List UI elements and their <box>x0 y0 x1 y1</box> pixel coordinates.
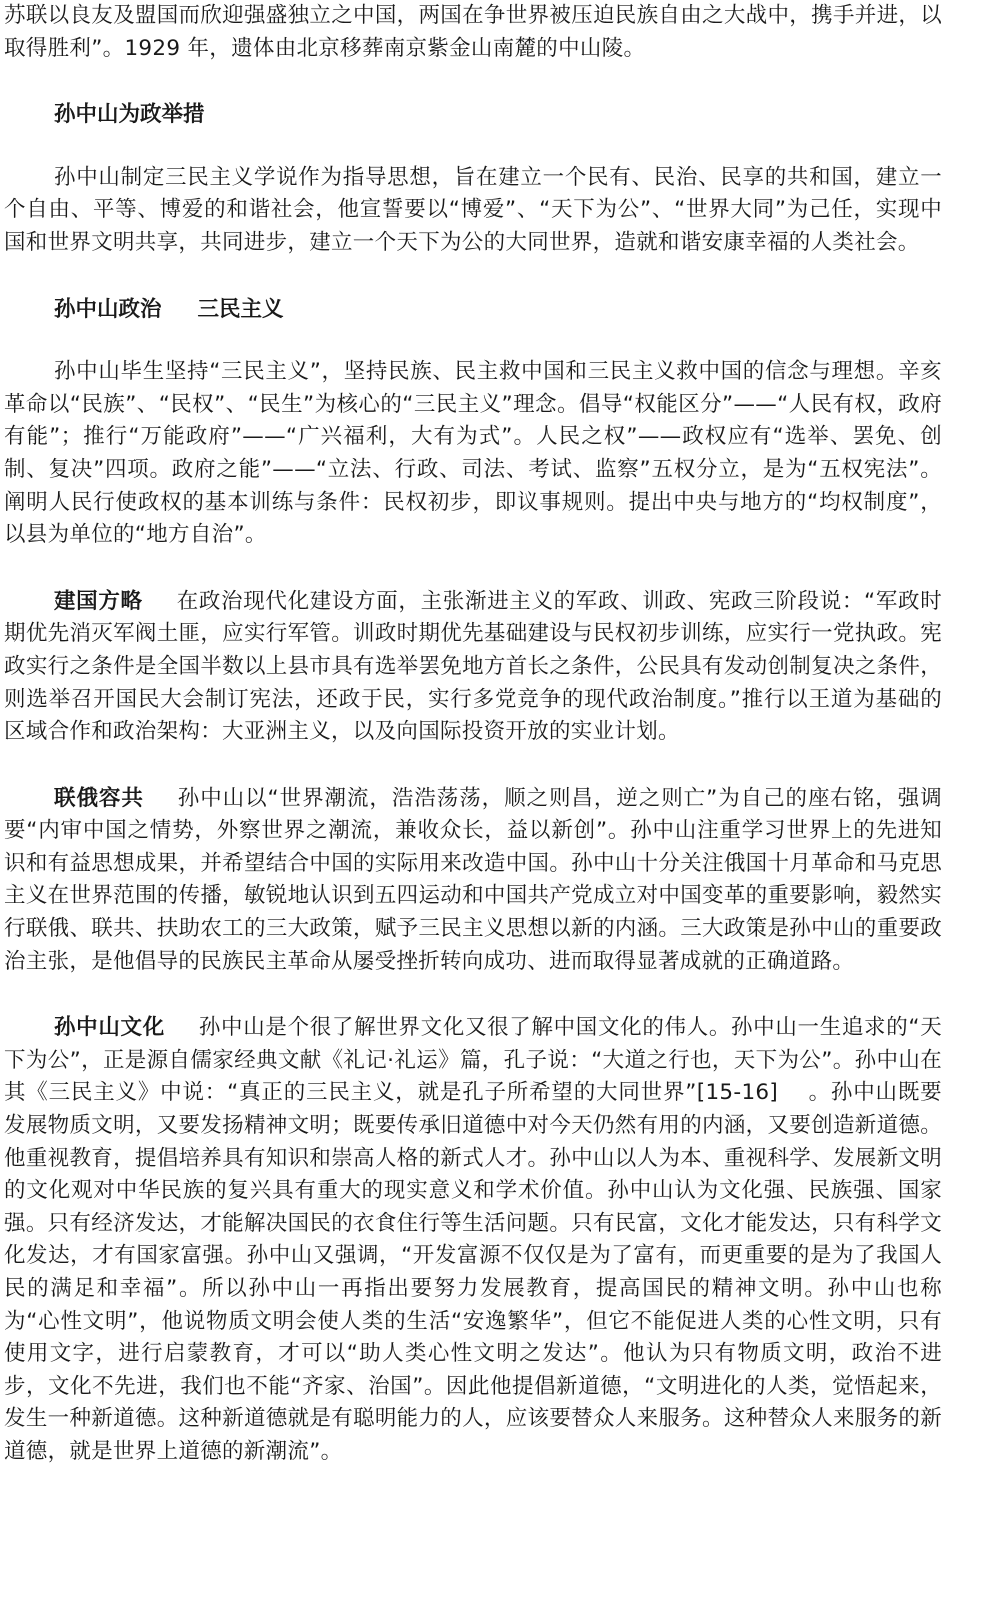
strategy-text: 在政治现代化建设方面，主张渐进主义的军政、训政、宪政三阶段说：“军政时期优先消灭军阀土匪，应实行军管。训政时期优先基础建设与民权初步训练，应实行一党执政。宪政实行之条件是全国半数以上县市具有选举罢免地方首长之条件，公民具有发动创制复决之条件，则选举召开国民大会制订宪法，还政于民，实行多党竞争的现代政治制度。”推行以王道为基础的区域合作和政治架构：大亚洲主义，以及向国际投资开放的实业计划。 <box>4 588 942 745</box>
strategy-paragraph <box>4 586 942 749</box>
document-page <box>4 0 942 1469</box>
politics-heading-title: 孙中山政治 <box>54 296 162 322</box>
culture-text-b: 。孙中山既要发展物质文明，又要发扬精神文明；既要传承旧道德中对今天仍然有用的内涵，又要创造新道德。他重视教育，提倡培养具有知识和崇高人格的新式人才。孙中山以人为本、重视科学、发展新文明的文化观对中华民族的复兴具有重大的现实意义和学术价值。孙中山认为文化强、民族强、国家强。只有经济发达，才能解决国民的衣食住行等生活问题。只有民富，文化才能发达，只有科学文化发达，才有国家富强。孙中山又强调，“开发富源不仅仅是为了富有，而更重要的是为了我国人民的满足和幸福”。所以孙中山一再指出要努力发展教育，提高国民的精神文明。孙中山也称为“心性文明”，他说物质文明会使人类的生活“安逸繁华”，但它不能促进人类的心性文明，只有使用文字，进行启蒙教育，才可以“助人类心性文明之发达”。他认为只有物质文明，政治不进步，文化不先进，我们也不能“齐家、治国”。因此他提倡新道德，“文明进化的人类，觉悟起来，发生一种新道德。这种新道德就是有聪明能力的人，应该要替众人来服务。这种替众人来服务的新道德，就是世界上道德的新潮流”。 <box>4 1080 942 1464</box>
politics-heading <box>4 294 942 327</box>
alliance-text: 孙中山以“世界潮流，浩浩荡荡，顺之则昌，逆之则亡”为自己的座右铭，强调要“内审中国之情势，外察世界之潮流，兼收众长，益以新创”。孙中山注重学习世界上的先进知识和有益思想成果，并希望结合中国的实际用来改造中国。孙中山十分关注俄国十月革命和马克思主义在世界范围的传播，敏锐地认识到五四运动和中国共产党成立对中国变革的重要影响，毅然实行联俄、联共、扶助农工的三大政策，赋予三民主义思想以新的内涵。三大政策是孙中山的重要政治主张，是他倡导的民族民主革命从屡受挫折转向成功、进而取得显著成就的正确道路。 <box>4 785 942 974</box>
culture-text-a: 孙中山是个很了解世界文化又很了解中国文化的伟人。孙中山一生追求的“天下为公”，正是源自儒家经典文献《礼记·礼运》篇，孔子说：“大道之行也，天下为公”。孙中山在其《三民主义》中说：“真正的三民主义，就是孔子所希望的大同世界” <box>4 1015 942 1106</box>
alliance-paragraph <box>4 783 942 979</box>
alliance-lead: 联俄容共 <box>54 785 144 811</box>
intro-paragraph: 苏联以良友及盟国而欣迎强盛独立之中国，两国在争世界被压迫民族自由之大战中，携手并进，以取得胜利”。1929 年，遗体由北京移葬南京紫金山南麓的中山陵。 <box>4 3 942 61</box>
culture-lead: 孙中山文化 <box>54 1015 165 1041</box>
politics-paragraph: 孙中山毕生坚持“三民主义”，坚持民族、民主救中国和三民主义救中国的信念与理想。辛亥革命以“民族”、“民权”、“民生”为核心的“三民主义”理念。倡导“权能区分”——“人民有权，政府有能”；推行“万能政府”——“广兴福利，大有为式”。人民之权”——政权应有“选举、罢免、创制、复决”四项。政府之能”——“立法、行政、司法、考试、监察”五权分立，是为“五权宪法”。阐明人民行使政权的基本训练与条件：民权初步，即议事规则。提出中央与地方的“均权制度”，以县为单位的“地方自治”。 <box>4 359 942 548</box>
culture-paragraph <box>4 1012 942 1468</box>
politics-heading-subtitle: 三民主义 <box>197 296 284 322</box>
strategy-lead: 建国方略 <box>54 588 143 614</box>
citation-ref: [15-16] <box>696 1080 779 1106</box>
measures-paragraph: 孙中山制定三民主义学说作为指导思想，旨在建立一个民有、民治、民享的共和国，建立一个自由、平等、博爱的和谐社会，他宣誓要以“博爱”、“天下为公”、“世界大同”为己任，实现中国和世界文明共享，共同进步，建立一个天下为公的大同世界，造就和谐安康幸福的人类社会。 <box>4 164 942 255</box>
measures-heading: 孙中山为政举措 <box>54 102 205 128</box>
